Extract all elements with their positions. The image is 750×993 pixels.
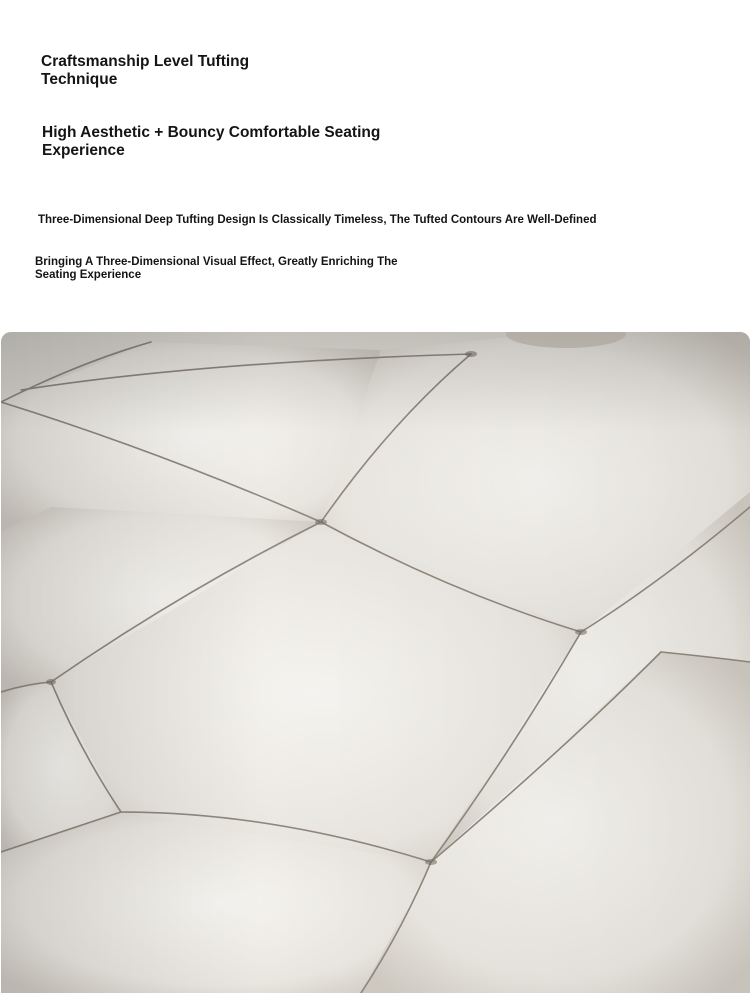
description-deep-tufting: Three-Dimensional Deep Tufting Design Is Classically Timeless, The Tufted Contours Are Well-Defined [38, 214, 597, 226]
headline-craftsmanship: Craftsmanship Level Tufting Technique [41, 53, 250, 88]
description-visual-effect: Bringing A Three-Dimensional Visual Effect, Greatly Enriching The Seating Experience [35, 256, 398, 281]
tufted-leather-photo [1, 332, 750, 993]
headline-aesthetic: High Aesthetic + Bouncy Comfortable Seating Experience [42, 124, 381, 159]
tufted-leather-illustration [1, 332, 750, 993]
